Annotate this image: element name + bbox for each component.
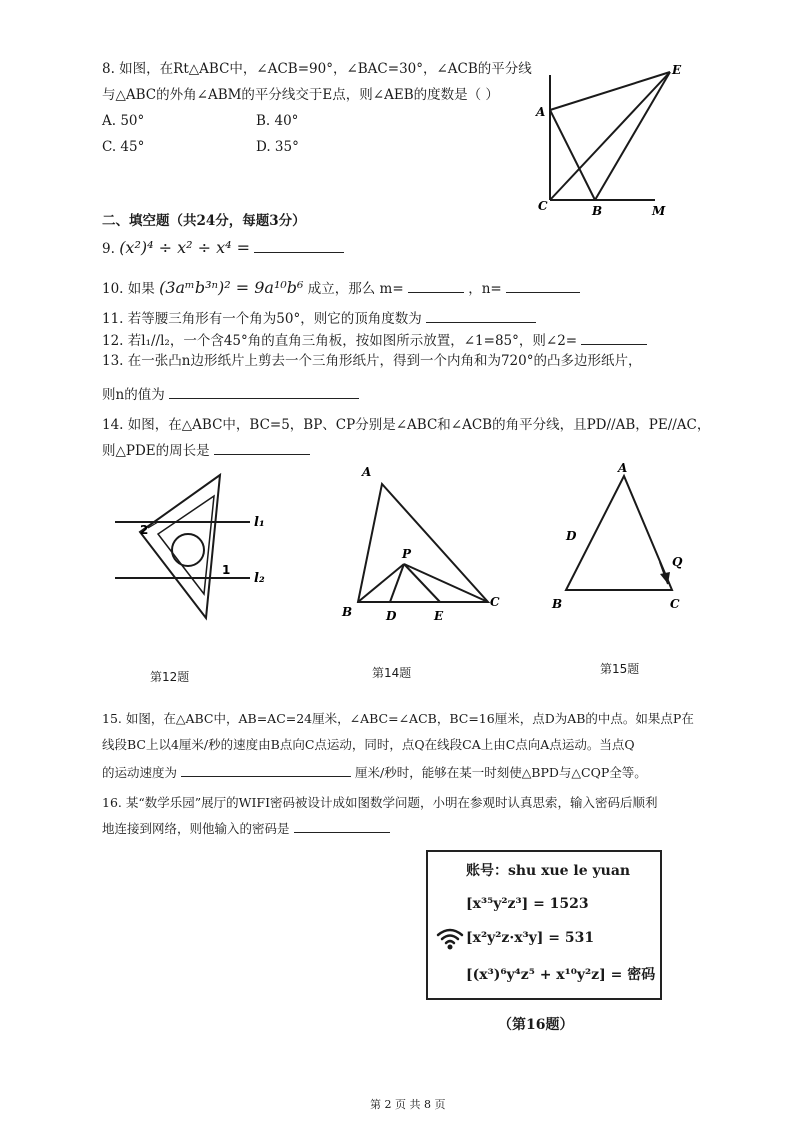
q8-line2: 与△ABC的外角∠ABM的平分线交于E点，则∠AEB的度数是（ ）	[102, 87, 499, 103]
q14-answer-blank[interactable]	[214, 440, 310, 455]
q16-equation-3: [(x³)⁶y⁴z⁵ + x¹⁰y²z] = 密码	[466, 967, 656, 983]
q8-option-b: B. 40°	[256, 113, 299, 129]
q15-text-post: 厘米/秒时，能够在某一时刻使△BPD与△CQP全等。	[354, 765, 647, 780]
fig15-label-a: A	[618, 461, 628, 475]
q14-text: 则△PDE的周长是	[102, 443, 210, 459]
q9-number: 9.	[102, 241, 115, 257]
q8-label-a: A	[536, 105, 546, 119]
fig14-label-p: P	[402, 547, 412, 561]
q15-line1: 15. 如图，在△ABC中，AB=AC=24厘米，∠ABC=∠ACB，BC=16厘米，点D为AB的中点。如果点P在	[102, 711, 694, 726]
q10-m-blank[interactable]	[408, 278, 464, 293]
q9-expression: (x²)⁴ ÷ x² ÷ x⁴ =	[119, 238, 251, 257]
fig15-label-b: B	[552, 597, 563, 611]
section2-title: 二、填空题（共24分，每题3分）	[102, 213, 306, 229]
fig12-label-l2: l₂	[254, 571, 265, 586]
q15-answer-blank[interactable]	[181, 762, 351, 777]
q15-text-pre: 的运动速度为	[102, 765, 178, 780]
q16-wifi-box	[426, 850, 662, 1000]
q16-account: 账号：shu xue le yuan	[466, 863, 631, 879]
q13-answer-blank[interactable]	[169, 384, 359, 399]
q8-label-c: C	[538, 199, 548, 213]
q16-equation-2: [x²y²z·x³y] = 531	[466, 930, 595, 946]
fig12-caption: 第12题	[150, 670, 190, 684]
q13-line2	[102, 384, 359, 404]
fig14-label-b: B	[342, 605, 353, 619]
q9-answer-blank[interactable]	[254, 238, 344, 253]
q10-text-mid: 成立，那么 m=	[307, 281, 404, 297]
q8-label-e: E	[672, 63, 682, 77]
q15-line3	[102, 762, 647, 782]
q16-line1: 16. 某“数学乐园”展厅的WIFI密码被设计成如图数学问题，小明在参观时认真思索，输入密码后顺利	[102, 795, 658, 810]
fig12-figure	[110, 470, 280, 620]
fig15-label-q: Q	[672, 555, 683, 569]
fig14-label-e: E	[434, 609, 444, 623]
q16-equation-1: [x³⁵y²z³] = 1523	[466, 896, 589, 912]
q13-line1: 13. 在一张凸n边形纸片上剪去一个三角形纸片，得到一个内角和为720°的凸多边形纸片，	[102, 353, 642, 369]
q15-line2: 线段BC上以4厘米/秒的速度由B点向C点运动，同时，点Q在线段CA上由C点向A点运动。当点Q	[102, 737, 635, 752]
q11-answer-blank[interactable]	[426, 308, 536, 323]
fig12-label-angle1: 1	[222, 563, 231, 577]
q8-option-d: D. 35°	[256, 139, 299, 155]
q13-text: 则n的值为	[102, 387, 165, 403]
fig12-label-angle2: 2	[140, 523, 149, 537]
q11	[102, 308, 536, 328]
q10-text-n: ，n=	[468, 281, 502, 297]
fig14-label-c: C	[490, 595, 500, 609]
fig15-caption: 第15题	[600, 662, 640, 676]
q10	[102, 278, 580, 298]
fig14-label-d: D	[386, 609, 397, 623]
q14-line2	[102, 440, 310, 460]
q16-line2	[102, 818, 390, 838]
q8-option-a: A. 50°	[102, 113, 145, 129]
fig15-label-c: C	[670, 597, 680, 611]
q12-answer-blank[interactable]	[581, 330, 647, 345]
q12	[102, 330, 647, 350]
fig14-figure	[340, 462, 510, 632]
q11-text: 11. 若等腰三角形有一个角为50°，则它的顶角度数为	[102, 311, 422, 327]
q10-number: 10.	[102, 281, 124, 297]
fig14-caption: 第14题	[372, 666, 412, 680]
q10-n-blank[interactable]	[506, 278, 580, 293]
q8-figure	[530, 60, 690, 220]
fig14-label-a: A	[362, 465, 372, 479]
page-footer: 第 2 页 共 8 页	[370, 1098, 446, 1111]
q8-label-b: B	[592, 204, 603, 218]
q8-line1: 8. 如图，在Rt△ABC中，∠ACB=90°，∠BAC=30°，∠ACB的平分线	[102, 61, 532, 77]
q8-option-c: C. 45°	[102, 139, 145, 155]
q16-caption: （第16题）	[498, 1017, 574, 1033]
q12-text: 12. 若l₁//l₂，一个含45°角的直角三角板，按如图所示放置，∠1=85°，则∠2=	[102, 333, 578, 349]
q14-line1: 14. 如图，在△ABC中，BC=5，BP、CP分别是∠ABC和∠ACB的角平分线，且PD//AB，PE//AC，	[102, 417, 711, 433]
fig15-label-d: D	[566, 529, 577, 543]
q9	[102, 238, 344, 258]
fig12-label-l1: l₁	[254, 515, 265, 530]
wifi-icon	[436, 926, 464, 950]
fig15-figure	[548, 462, 708, 622]
q16-text: 地连接到网络，则他输入的密码是	[102, 821, 290, 836]
q10-expression: (3aᵐb³ⁿ)² = 9a¹⁰b⁶	[159, 278, 304, 297]
q10-text-pre: 如果	[127, 281, 155, 297]
q8-label-m: M	[652, 204, 666, 218]
q16-answer-blank[interactable]	[294, 818, 390, 833]
